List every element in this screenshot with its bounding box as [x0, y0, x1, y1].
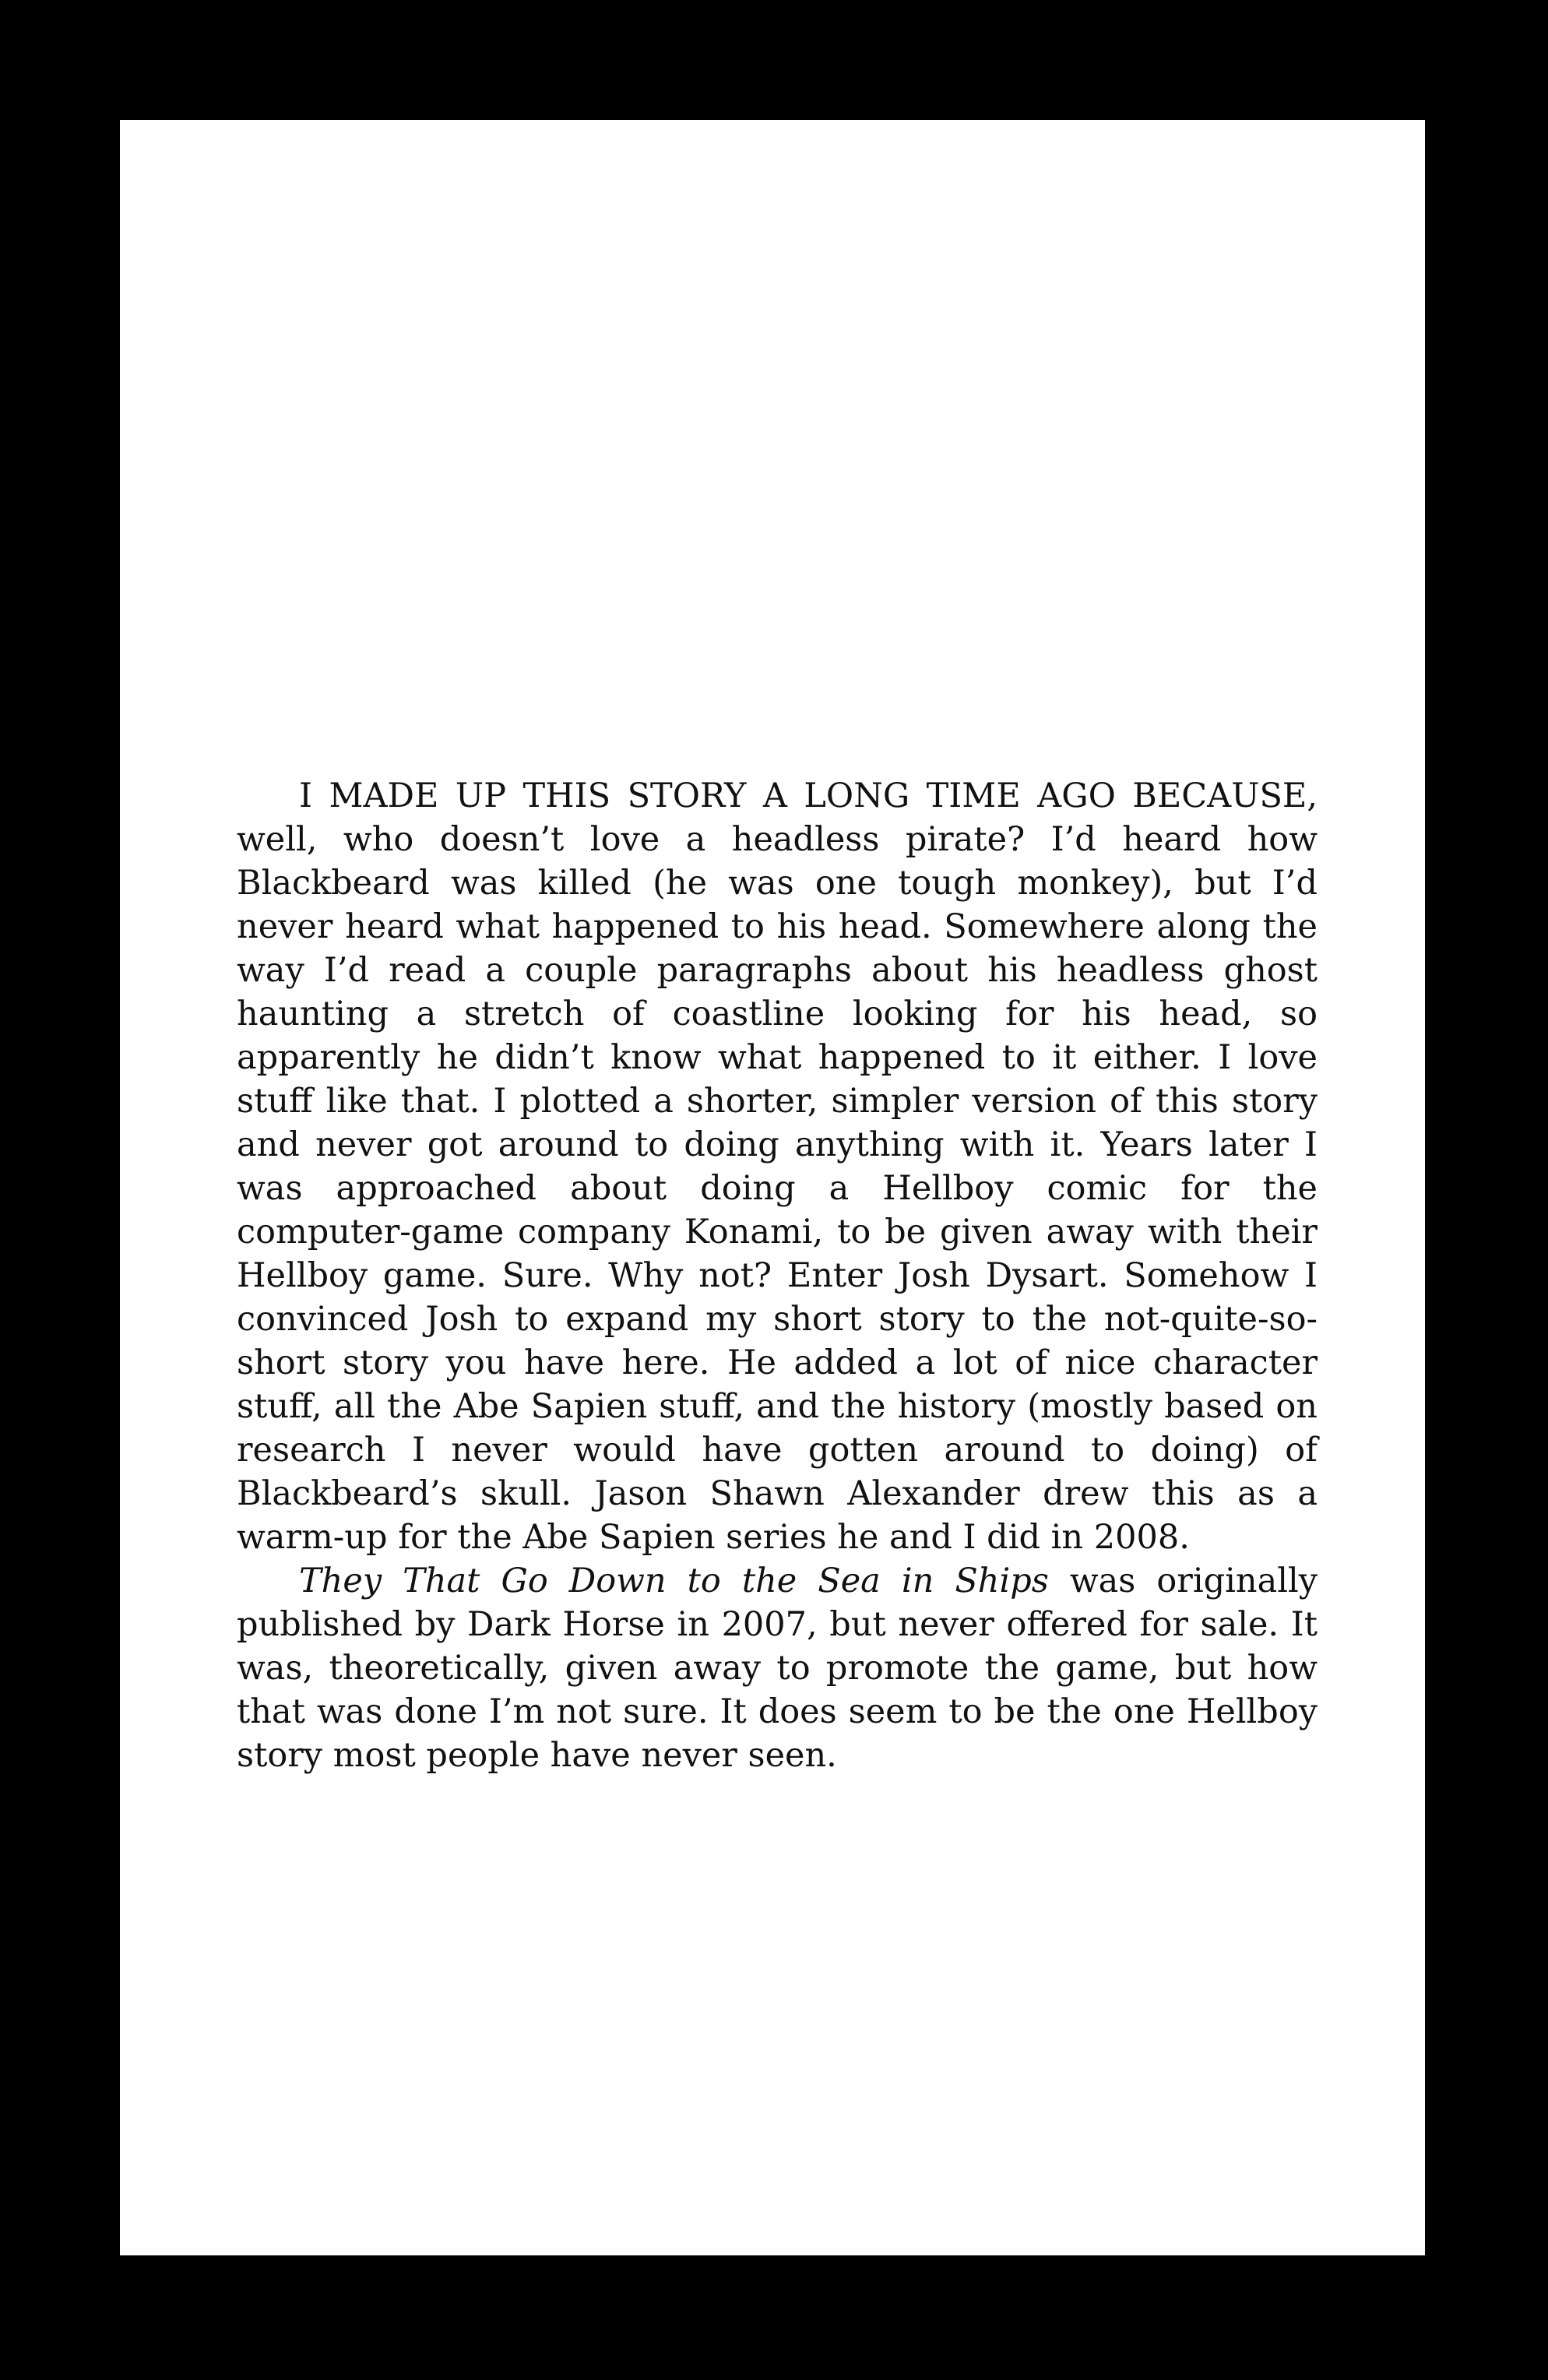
page-frame	[117, 117, 1428, 2259]
book-title: They That Go Down to the Sea in Ships	[299, 1561, 1049, 1600]
paragraph-2-text: was originally published by Dark Horse in 2007, but never offered for sale. It was, theoretically, given away to promote the game, but how that was done I’m not sure. It does seem to be the one Hellboy story most people have never seen.	[237, 1561, 1318, 1775]
text-block	[237, 774, 1318, 1777]
paragraph-2	[237, 1559, 1318, 1777]
paragraph-1: I MADE UP THIS STORY A LONG TIME AGO BECAUSE, well, who doesn’t love a headless pirate? I’d heard how Blackbeard was killed (he was one tough monkey), but I’d never heard what happened to his head. Somewhere along the way I’d read a couple paragraphs about his headless ghost haunting a stretch of coastline looking for his head, so apparently he didn’t know what happened to it either. I love stuff like that. I plotted a shorter, simpler version of this story and never got around to doing anything with it. Years later I was approached about doing a Hellboy comic for the computer-game company Konami, to be given away with their Hellboy game. Sure. Why not? Enter Josh Dysart. Somehow I convinced Josh to expand my short story to the not-quite-so-short story you have here. He added a lot of nice character stuff, all the Abe Sapien stuff, and the history (mostly based on research I never would have gotten around to doing) of Blackbeard’s skull. Jason Shawn Alexander drew this as a warm-up for the Abe Sapien series he and I did in 2008.	[237, 776, 1318, 1557]
